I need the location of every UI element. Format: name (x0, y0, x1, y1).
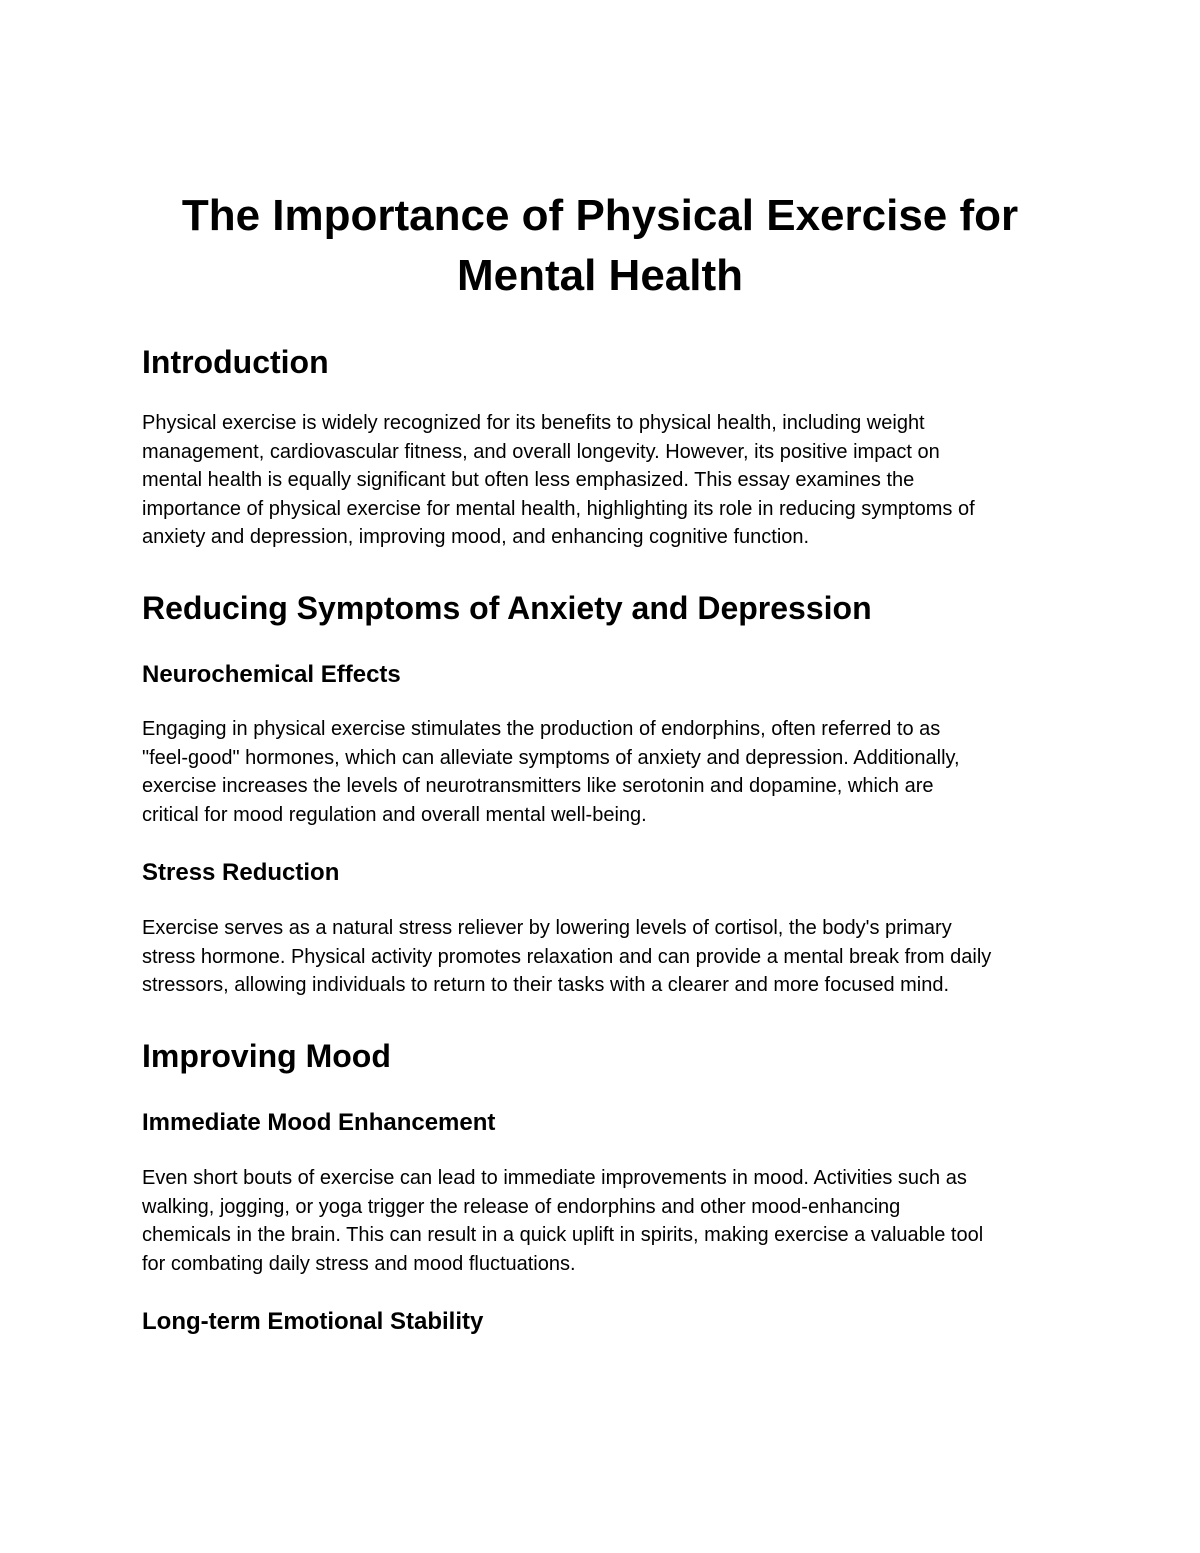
paragraph-line: stress hormone. Physical activity promotes relaxation and can provide a mental break from daily (142, 945, 992, 968)
paragraph-line: chemicals in the brain. This can result in a quick uplift in spirits, making exercise a valuable tool (142, 1224, 984, 1247)
paragraph-line: importance of physical exercise for mental health, highlighting its role in reducing symptoms of (142, 497, 975, 520)
paragraph-line: Physical exercise is widely recognized for its benefits to physical health, including weight (142, 412, 925, 434)
subsection-heading-neurochemical-effects: Neurochemical Effects (142, 661, 401, 688)
paragraph-line: stressors, allowing individuals to return to their tasks with a clearer and more focused mind. (142, 974, 950, 997)
neurochemical-effects-paragraph (142, 715, 1062, 829)
subsection-heading-long-term-emotional-stability: Long-term Emotional Stability (142, 1308, 484, 1335)
paragraph-line: critical for mood regulation and overall mental well-being. (142, 803, 647, 826)
immediate-mood-enhancement-paragraph (142, 1164, 1062, 1278)
introduction-paragraph (142, 409, 1062, 552)
document-title: The Importance of Physical Exercise for Mental Health (181, 191, 1019, 300)
paragraph-line: anxiety and depression, improving mood, and enhancing cognitive function. (142, 526, 810, 549)
paragraph-line: for combating daily stress and mood fluctuations. (142, 1252, 576, 1275)
stress-reduction-paragraph (142, 914, 1062, 1000)
paragraph-line: Exercise serves as a natural stress reliever by lowering levels of cortisol, the body's primary (142, 917, 952, 939)
paragraph-line: management, cardiovascular fitness, and overall longevity. However, its positive impact on (142, 440, 940, 463)
section-heading-reducing-symptoms: Reducing Symptoms of Anxiety and Depression (142, 590, 872, 626)
paragraph-line: Engaging in physical exercise stimulates the production of endorphins, often referred to as (142, 718, 941, 740)
paragraph-line: mental health is equally significant but often less emphasized. This essay examines the (142, 469, 915, 492)
section-heading-improving-mood: Improving Mood (142, 1038, 391, 1074)
paragraph-line: Even short bouts of exercise can lead to immediate improvements in mood. Activities such as (142, 1167, 967, 1189)
subsection-heading-stress-reduction: Stress Reduction (142, 859, 340, 886)
paragraph-line: "feel-good" hormones, which can alleviate symptoms of anxiety and depression. Additionally, (142, 746, 960, 769)
section-heading-introduction: Introduction (142, 344, 329, 380)
paragraph-line: exercise increases the levels of neurotransmitters like serotonin and dopamine, which are (142, 775, 934, 798)
subsection-heading-immediate-mood-enhancement: Immediate Mood Enhancement (142, 1109, 496, 1136)
paragraph-line: walking, jogging, or yoga trigger the release of endorphins and other mood-enhancing (142, 1195, 901, 1218)
